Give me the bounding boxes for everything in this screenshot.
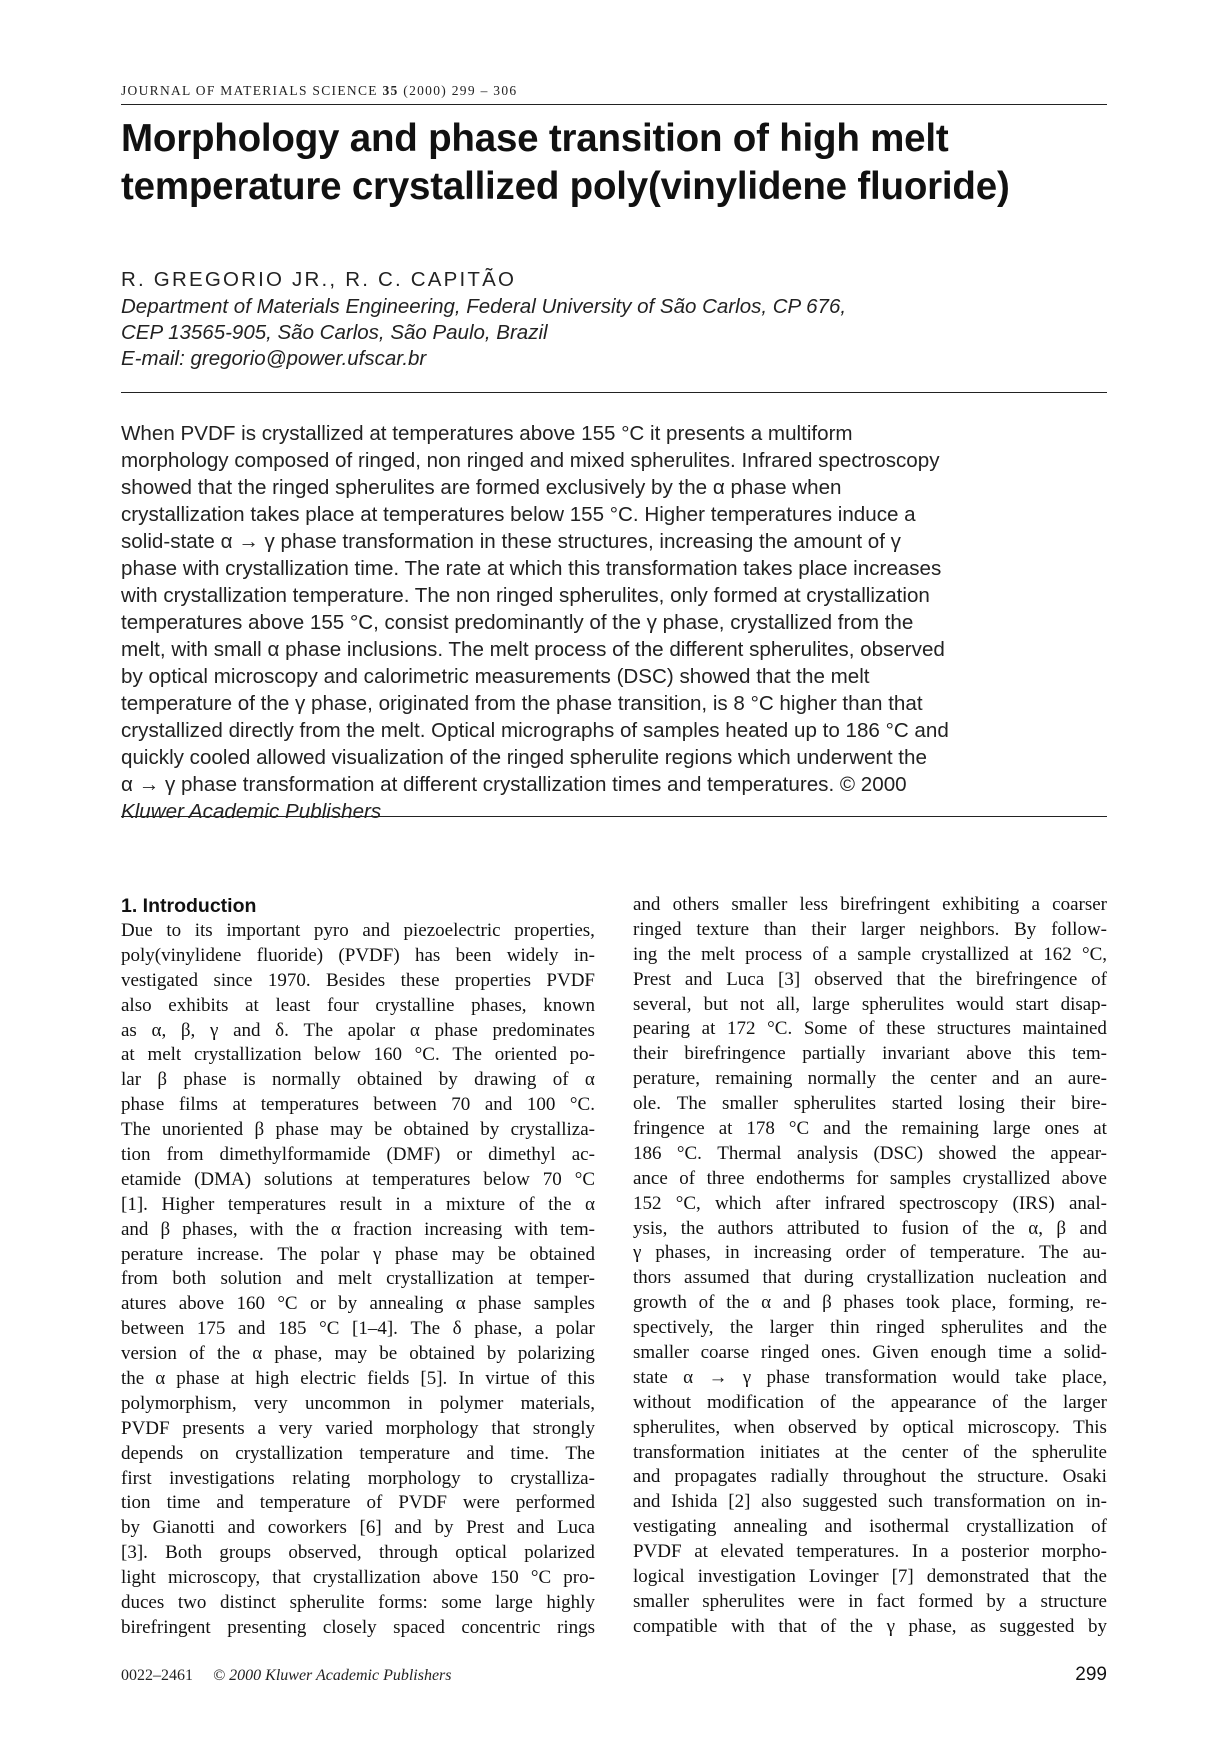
body-text-line: fringence at 178 °C and the remaining large ones at — [633, 1118, 1107, 1140]
section-heading: 1. Introduction — [121, 895, 257, 917]
body-text-line: their birefringence partially invariant above this tem- — [633, 1043, 1107, 1065]
body-text-line: first investigations relating morphology to crystalliza- — [121, 1467, 595, 1489]
body-text-line: vestigating annealing and isothermal crystallization of — [633, 1516, 1107, 1538]
body-text-line: without modification of the appearance of the larger — [633, 1391, 1107, 1413]
body-text-line: and β phases, with the α fraction increasing with tem- — [121, 1218, 595, 1240]
body-text-line: [3]. Both groups observed, through optical polarized — [121, 1542, 595, 1564]
body-text-line: perature, remaining normally the center and an aure- — [633, 1068, 1107, 1090]
body-text-line: also exhibits at least four crystalline phases, known — [121, 994, 595, 1016]
author-list: R. GREGORIO JR., R. C. CAPITÃO — [121, 268, 517, 291]
body-text-line: vestigated since 1970. Besides these properties PVDF — [121, 969, 595, 991]
body-text-line: transformation initiates at the center of the spherulite — [633, 1441, 1107, 1463]
affiliation-line: Department of Materials Engineering, Federal University of São Carlos, CP 676, — [121, 295, 847, 318]
body-text-line: PVDF at elevated temperatures. In a posterior morpho- — [633, 1541, 1107, 1563]
body-text-line: poly(vinylidene fluoride) (PVDF) has been widely in- — [121, 944, 595, 966]
abstract-line: showed that the ringed spherulites are formed exclusively by the α phase when — [121, 476, 842, 499]
abstract-top-rule — [121, 392, 1107, 393]
body-text-line: version of the α phase, may be obtained by polarizing — [121, 1343, 595, 1365]
body-text-line: ringed texture than their larger neighbors. By follow- — [633, 918, 1107, 940]
body-text-line: ance of three endotherms for samples crystallized above — [633, 1167, 1107, 1189]
body-text-line: by Gianotti and coworkers [6] and by Prest and Luca — [121, 1517, 595, 1539]
body-text-line: polymorphism, very uncommon in polymer materials, — [121, 1392, 595, 1414]
abstract-line: temperatures above 155 °C, consist predominantly of the γ phase, crystallized from the — [121, 611, 914, 634]
body-text-line: and others smaller less birefringent exhibiting a coarser — [633, 894, 1107, 915]
body-text-line: Due to its important pyro and piezoelectric properties, — [121, 920, 595, 941]
abstract-line: crystallization takes place at temperatures below 155 °C. Higher temperatures induce a — [121, 503, 916, 526]
body-text-line: [1]. Higher temperatures result in a mixture of the α — [121, 1193, 595, 1215]
abstract — [121, 420, 1111, 825]
body-text-line: compatible with that of the γ phase, as suggested by — [633, 1615, 1107, 1637]
journal-header — [121, 83, 1107, 99]
body-text-line: light microscopy, that crystallization above 150 °C pro- — [121, 1567, 595, 1589]
body-text-line: several, but not all, large spherulites would start disap- — [633, 993, 1107, 1015]
header-rule — [121, 104, 1107, 105]
abstract-line: When PVDF is crystallized at temperatures above 155 °C it presents a multiform — [121, 422, 853, 445]
left-column — [121, 893, 595, 1641]
body-text-line: state α → γ phase transformation would take place, — [633, 1366, 1107, 1388]
affiliation-email: E-mail: gregorio@power.ufscar.br — [121, 347, 427, 370]
body-text-line: Prest and Luca [3] observed that the birefringence of — [633, 968, 1107, 990]
body-text-line: and propagates radially throughout the structure. Osaki — [633, 1466, 1107, 1488]
body-text-line: at melt crystallization below 160 °C. The oriented po- — [121, 1044, 595, 1066]
body-text-line: PVDF presents a very varied morphology that strongly — [121, 1417, 595, 1439]
body-text-line: pearing at 172 °C. Some of these structures maintained — [633, 1018, 1107, 1040]
body-text-line: 186 °C. Thermal analysis (DSC) showed the appear- — [633, 1142, 1107, 1164]
journal-volume: 35 — [382, 83, 399, 98]
body-text-line: spectively, the larger thin ringed spherulites and the — [633, 1317, 1107, 1339]
body-text-line: logical investigation Lovinger [7] demonstrated that the — [633, 1566, 1107, 1588]
abstract-line: quickly cooled allowed visualization of the ringed spherulite regions which underwent the — [121, 746, 927, 769]
right-column — [633, 893, 1107, 1640]
body-text-line: and Ishida [2] also suggested such transformation on in- — [633, 1491, 1107, 1513]
abstract-line: melt, with small α phase inclusions. The melt process of the different spherulites, observed — [121, 638, 945, 661]
body-text-line: etamide (DMA) solutions at temperatures below 70 °C — [121, 1168, 595, 1190]
title-line: Morphology and phase transition of high melt — [121, 117, 949, 160]
abstract-line: temperature of the γ phase, originated from the phase transition, is 8 °C higher than that — [121, 692, 923, 715]
body-text-line: smaller coarse ringed ones. Given enough time a solid- — [633, 1342, 1107, 1364]
body-text-line: ing the melt process of a sample crystallized at 162 °C, — [633, 943, 1107, 965]
abstract-line: morphology composed of ringed, non ringed and mixed spherulites. Infrared spectroscopy — [121, 449, 940, 472]
abstract-line: with crystallization temperature. The non ringed spherulites, only formed at crystallization — [121, 584, 930, 607]
body-text-line: phase films at temperatures between 70 and 100 °C. — [121, 1094, 595, 1116]
body-text-line: ysis, the authors attributed to fusion of the α, β and — [633, 1217, 1107, 1239]
journal-name: JOURNAL OF MATERIALS SCIENCE — [121, 83, 378, 98]
left-column-body — [121, 919, 595, 1641]
body-text-line: γ phases, in increasing order of temperature. The au- — [633, 1242, 1107, 1264]
body-text-line: atures above 160 °C or by annealing α phase samples — [121, 1293, 595, 1315]
abstract-line: α → γ phase transformation at different crystallization times and temperatures. © 2000 — [121, 773, 907, 796]
abstract-line: crystallized directly from the melt. Optical micrographs of samples heated up to 186 °C and — [121, 719, 949, 742]
abstract-line: Kluwer Academic Publishers — [121, 800, 382, 823]
body-text-line: the α phase at high electric fields [5]. In virtue of this — [121, 1368, 595, 1390]
body-text-line: 152 °C, which after infrared spectroscopy (IRS) anal- — [633, 1192, 1107, 1214]
footer-copyright — [121, 1667, 452, 1685]
page-number: 299 — [1075, 1664, 1107, 1685]
right-column-body — [633, 893, 1107, 1640]
body-text-line: tion from dimethylformamide (DMF) or dimethyl ac- — [121, 1144, 595, 1166]
abstract-line: by optical microscopy and calorimetric measurements (DSC) showed that the melt — [121, 665, 870, 688]
affiliation-line: CEP 13565-905, São Carlos, São Paulo, Brazil — [121, 321, 548, 344]
body-text-line: The unoriented β phase may be obtained by crystalliza- — [121, 1119, 595, 1141]
affiliation — [121, 294, 1111, 372]
journal-year-pages: (2000) 299 – 306 — [403, 83, 518, 98]
body-text-line: depends on crystallization temperature and time. The — [121, 1442, 595, 1464]
body-text-line: smaller spherulites were in fact formed by a structure — [633, 1590, 1107, 1612]
body-text-line: between 175 and 185 °C [1–4]. The δ phase, a polar — [121, 1318, 595, 1340]
copyright-notice: © 2000 Kluwer Academic Publishers — [213, 1667, 452, 1684]
abstract-line: solid-state α → γ phase transformation in these structures, increasing the amount of γ — [121, 530, 901, 553]
body-text-line: spherulites, when observed by optical microscopy. This — [633, 1416, 1107, 1438]
body-text-line: duces two distinct spherulite forms: some large highly — [121, 1592, 595, 1614]
body-text-line: thors assumed that during crystallization nucleation and — [633, 1267, 1107, 1289]
paper-title — [121, 115, 1111, 211]
body-text-line: as α, β, γ and δ. The apolar α phase predominates — [121, 1019, 595, 1041]
body-text-line: from both solution and melt crystallization at temper- — [121, 1268, 595, 1290]
body-text-line: birefringent presenting closely spaced concentric rings — [121, 1616, 595, 1638]
body-text-line: ole. The smaller spherulites started losing their bire- — [633, 1093, 1107, 1115]
abstract-bottom-rule — [121, 816, 1107, 817]
body-text-line: tion time and temperature of PVDF were performed — [121, 1492, 595, 1514]
abstract-line: phase with crystallization time. The rate at which this transformation takes place increases — [121, 557, 942, 580]
issn: 0022–2461 — [121, 1667, 193, 1684]
body-text-line: perature increase. The polar γ phase may be obtained — [121, 1243, 595, 1265]
title-line: temperature crystallized poly(vinylidene fluoride) — [121, 165, 1010, 208]
body-text-line: growth of the α and β phases took place, forming, re- — [633, 1292, 1107, 1314]
body-text-line: lar β phase is normally obtained by drawing of α — [121, 1069, 595, 1091]
